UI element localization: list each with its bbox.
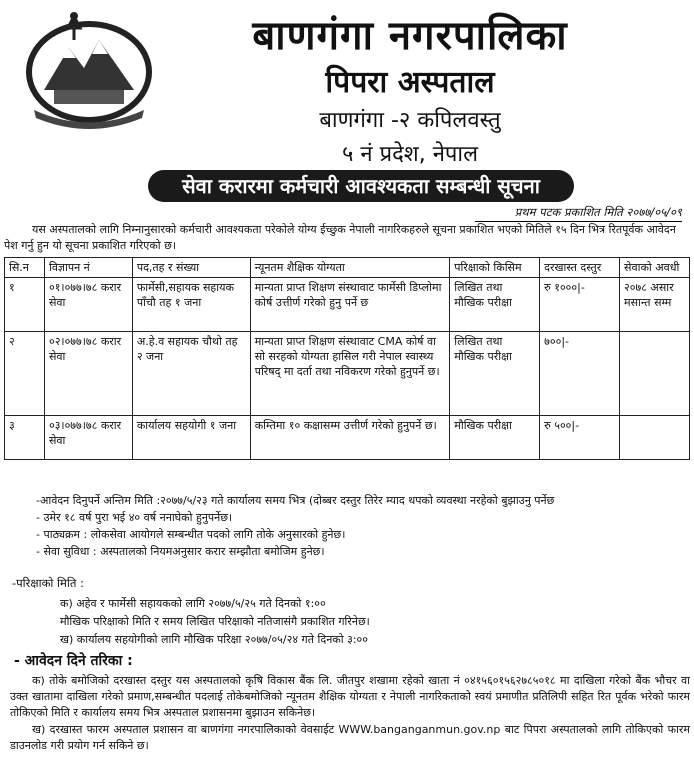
address: बाणगंगा -२ कपिलवस्तु <box>319 108 501 133</box>
note-benefits: - सेवा सुविधा : अस्पतालको नियमअनुसार करार सम्झौता बमोजिम हुनेछ। <box>36 545 325 558</box>
cell-exam: लिखित तथा मौखिक परीक्षा <box>450 278 540 332</box>
org-name: बाणगंगा नगरपालिका <box>252 13 568 59</box>
apply-paragraph-a: क) तोके बमोजिको दरखास्त दस्तुर यस अस्पतालको कृषि विकास बैंक लि. जीतपुर शखामा रहेको खाता नं ०४१५६०१५६२७८५०१८ मा दाखिला गरेको बैंक भौचर वा उक्त खातामा दाखिला गरेको प्रमाण,सम्बन्धीत पदलाई तोकेबमोजिको न्यूनतम शैक्षिक योग्यता र नेपाली नागरिकताको स्वयं प्रमाणीत प्रतिलिपी सहित रित पूर्वक भरेको फारम तोकिएको मिति र कार्यालय समय भित्र अस्पताल प्रशासनमा बुझाउन सकिनेछ। <box>10 674 690 719</box>
table-row <box>5 278 690 332</box>
hospital-name: पिपरा अस्पताल <box>325 65 495 100</box>
notice-header <box>0 0 694 219</box>
exam-line: क) अहेव र फार्मेसी सहायकको लागि २०७७/५/२५ गते दिनको १:०० <box>60 597 326 610</box>
note-syllabus: - पाठ्यक्रम : लोकसेवा आयोगले सम्बन्धीत पदको लागि तोके अनुसारको हुनेछ। <box>36 528 346 541</box>
exam-date-heading: -परिक्षाको मिति : <box>12 576 84 590</box>
header-post: पद,तह र संख्या <box>132 258 250 278</box>
cell-post: फार्मेसी,सहायक सहायक पाँचौ तह १ जना <box>132 278 250 332</box>
cell-sn: ३ <box>5 416 45 460</box>
cell-ad-no: ०२।०७७।७८ करार सेवा <box>44 332 132 416</box>
header-ad-no: विज्ञापन नं <box>44 258 132 278</box>
table-header-row <box>5 258 690 278</box>
cell-ad-no: ०३।०७७।७८ करार सेवा <box>44 416 132 460</box>
cell-duration: २०७८ असार मसान्त सम्म <box>620 278 690 332</box>
header-exam: परिक्षाको किसिम <box>450 258 540 278</box>
cell-sn: १ <box>5 278 45 332</box>
cell-post: अ.हे.व सहायक चौथो तह २ जना <box>132 332 250 416</box>
cell-qualification: मान्यता प्राप्त शिक्षण संस्थावाट CMA कोर्ष वा सो सरहको योग्यता हासिल गरी नेपाल स्वास्थ्य परिषद् मा दर्ता तथा नविकरण गरेको हुनुपर्ने छ। <box>250 332 450 416</box>
nepal-emblem-icon <box>14 10 164 130</box>
cell-sn: २ <box>5 332 45 416</box>
cell-duration <box>620 332 690 416</box>
exam-line: ख) कार्यालय सहयोगीको लागि मौखिक परिक्षा २०७७/०५/२४ गते दिनको ३:०० <box>60 633 368 646</box>
notice-title-banner: सेवा करारमा कर्मचारी आवश्यकता सम्बन्धी सूचना <box>148 170 574 202</box>
exam-line: मौखिक परिक्षाको मिति र समय लिखित परिक्षाको नतिजासंगै प्रकाशित गरिनेछ। <box>60 615 370 628</box>
cell-fee: रु १०००|- <box>540 278 620 332</box>
cell-fee: ७००|- <box>540 332 620 416</box>
cell-fee: रु ५००|- <box>540 416 620 460</box>
apply-paragraph-b: ख) दरखास्त फारम अस्पताल प्रशासन वा बाणगंगा नगरपालिकाको वेवसाईट WWW.banganganmun.gov.np बाट पिपरा अस्पतालको लागि तोकिएको फारम डाउनलोड गरी प्रयोग गर्न सकिने छ। <box>10 723 690 752</box>
cell-post: कार्यालय सहयोगी १ जना <box>132 416 250 460</box>
note-age: - उमेर १८ वर्ष पुरा भई ४० वर्ष ननाघेको हुनुपर्नेछ। <box>36 511 233 524</box>
header-fee: दरखास्त दस्तुर <box>540 258 620 278</box>
publication-date: प्रथम पटक प्रकाशित मिति २०७७/०५/०९ <box>475 205 682 222</box>
header-sn: सि.न <box>5 258 45 278</box>
vacancy-table <box>4 257 690 460</box>
intro-paragraph: यस अस्पतालको लागि निम्नानुसारको कर्मचारी आवश्यकता परेकोले योग्य ईच्छुक नेपाली नागरिकहरुले सूचना प्रकाशित भएको मितिले १५ दिन भित्र रितपूर्वक आवेदन पेश गर्नु हुन यो सूचना प्रकाशित गरिएको छ। <box>4 223 676 252</box>
table-row <box>5 332 690 416</box>
cell-exam: लिखित तथा मौखिक परीक्षा <box>450 332 540 416</box>
header-duration: सेवाको अवधी <box>620 258 690 278</box>
apply-method-heading: - आवेदन दिने तरिका : <box>14 653 133 669</box>
table-row <box>5 416 690 460</box>
province: ५ नं प्रदेश, नेपाल <box>341 142 479 167</box>
header-qualification: न्यूनतम शैक्षिक योग्यता <box>250 258 450 278</box>
note-deadline: -आवेदन दिनुपर्ने अन्तिम मिति :२०७७/५/२३ गते कार्यालय समय भित्र (दोब्बर दस्तुर तिरेर म्याद थपको व्यवस्था नरहेको बुझाउनु पर्नेछ <box>36 494 555 507</box>
exam-date-list <box>60 595 686 649</box>
cell-qualification: कम्तिमा १० कक्षासम्म उत्तीर्ण गरेको हुनुपर्ने छ। <box>250 416 450 460</box>
cell-qualification: मान्यता प्राप्त शिक्षण संस्थावाट फार्मेसी डिप्लोमा कोर्ष उत्तीर्ण गरेको हुनु पर्ने छ <box>250 278 450 332</box>
cell-duration <box>620 416 690 460</box>
cell-ad-no: ०१।०७७।७८ करार सेवा <box>44 278 132 332</box>
apply-method-list <box>10 673 690 755</box>
cell-exam: मौखिक परीक्षा <box>450 416 540 460</box>
notes-list <box>36 492 686 560</box>
